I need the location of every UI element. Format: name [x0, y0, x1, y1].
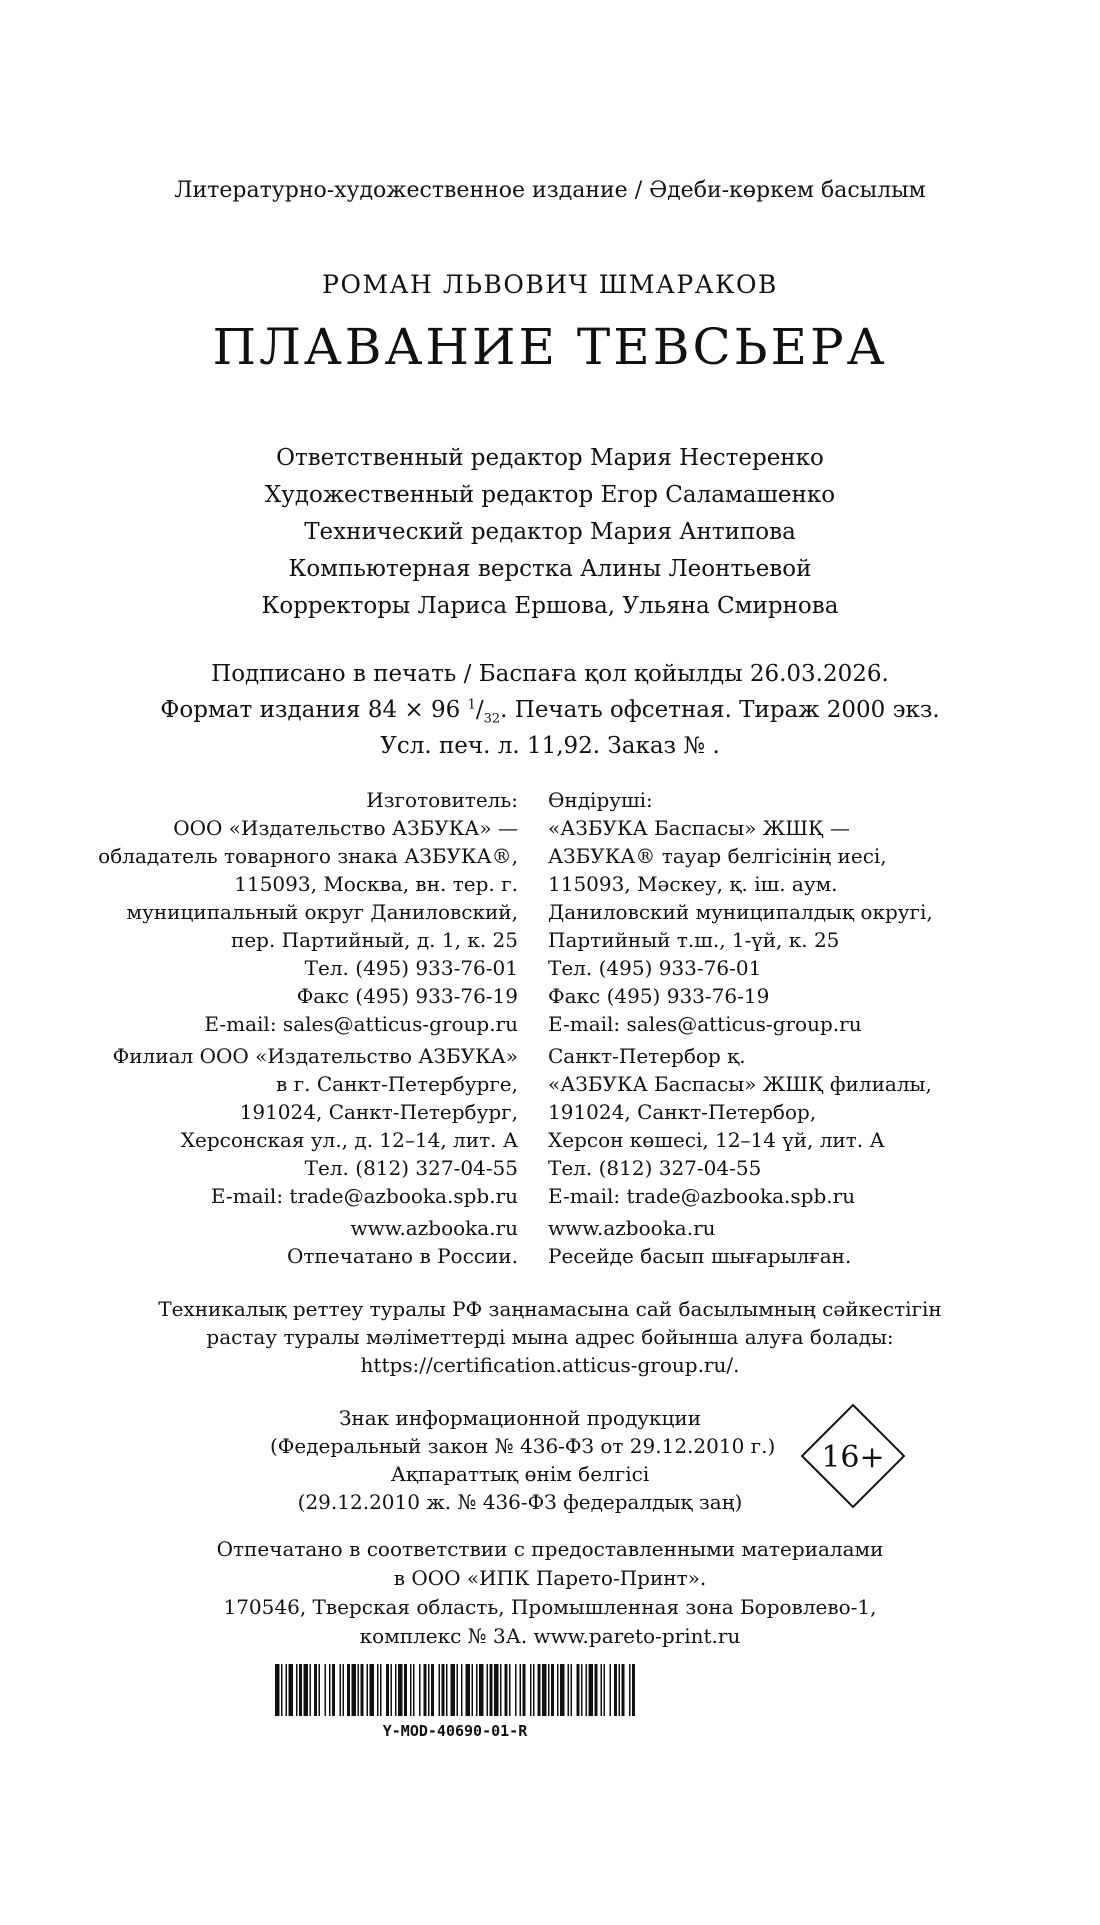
barcode-bar [586, 1664, 588, 1716]
info-sign-line: (Федеральный закон № 436-ФЗ от 29.12.2010 г.) [270, 1434, 776, 1458]
website-link-kz: www.azbooka.ru [548, 1216, 716, 1240]
manufacturer-kz-line: «АЗБУКА Баспасы» ЖШҚ — [548, 816, 850, 840]
barcode-bar [413, 1664, 415, 1716]
branch-kz-line: 191024, Санкт-Петербор, [548, 1100, 817, 1124]
barcode-code: Y-MOD-40690-01-R [382, 1722, 528, 1740]
barcode-bar [289, 1664, 294, 1716]
order-line: Усл. печ. л. 11,92. Заказ № . [380, 733, 720, 759]
barcode-bar [520, 1664, 522, 1716]
barcode-bar [476, 1664, 478, 1716]
branch-ru-line: Тел. (812) 327-04-55 [304, 1156, 518, 1180]
barcode-bar [619, 1664, 621, 1716]
barcode-bar [419, 1664, 421, 1716]
manufacturer-kz-line: Тел. (495) 933-76-01 [548, 956, 762, 980]
credits-block [0, 440, 1100, 625]
barcode-bar [395, 1664, 397, 1716]
format-suffix: . Печать офсетная. Тираж 2000 экз. [500, 697, 940, 723]
age-rating-label: 16+ [821, 1440, 885, 1475]
format-denominator: 32 [483, 711, 501, 727]
barcode-bar [398, 1664, 403, 1716]
printer-line: комплекс № 3А. www.pareto-print.ru [359, 1624, 741, 1648]
barcode-bar [479, 1664, 484, 1716]
manufacturer-ru-line: пер. Партийный, д. 1, к. 25 [230, 928, 518, 952]
format-prefix: Формат издания 84 × 96 [160, 697, 468, 723]
barcode-bar [431, 1664, 434, 1716]
branch-kz-line: Херсон көшесі, 12–14 үй, лит. А [548, 1128, 885, 1152]
barcode-bar [296, 1664, 298, 1716]
age-rating-badge [800, 1403, 906, 1509]
barcode-bar [560, 1664, 565, 1716]
barcode-bar [551, 1664, 554, 1716]
barcode-bar [424, 1664, 427, 1716]
barcode-bar [515, 1664, 517, 1716]
signed-date-line: Подписано в печать / Баспаға қол қойылды 26.03.2026. [211, 661, 889, 687]
branch-ru-line: Херсонская ул., д. 12–14, лит. А [180, 1128, 518, 1152]
barcode-bar [358, 1664, 360, 1716]
barcode-bar [428, 1664, 430, 1716]
info-sign-text [270, 1404, 776, 1516]
barcode-bar [439, 1664, 441, 1716]
manufacturer-kz-line: АЗБУКА® тауар белгісінің иесі, [548, 844, 887, 868]
branch-ru-line: E-mail: trade@azbooka.spb.ru [210, 1184, 518, 1208]
barcode-bar [314, 1664, 317, 1716]
credit-line: Ответственный редактор Мария Нестеренко [276, 445, 824, 471]
barcode-bar [451, 1664, 456, 1716]
barcode-bar [377, 1664, 379, 1716]
credit-line: Технический редактор Мария Антипова [304, 519, 796, 545]
barcode-bar [352, 1664, 357, 1716]
barcode-bar [538, 1664, 541, 1716]
manufacturer-kz-line: Даниловский муниципалдық округі, [548, 900, 933, 924]
barcode-bar [347, 1664, 350, 1716]
manufacturer-ru [60, 786, 518, 1038]
barcode-bar [530, 1664, 532, 1716]
branch-ru [60, 1042, 518, 1210]
barcode-bar [577, 1664, 580, 1716]
print-info-block [0, 656, 1100, 764]
barcode-bar [581, 1664, 583, 1716]
barcode-bar [601, 1664, 603, 1716]
barcode-bar [370, 1664, 375, 1716]
manufacturer-kz-line: Факс (495) 933-76-19 [548, 984, 770, 1008]
format-line [0, 692, 1100, 728]
manufacturer-kz-line: Өндіруші: [548, 788, 653, 812]
certification-line: растау туралы мәліметтерді мына адрес бойынша алуға болады: [206, 1325, 894, 1349]
info-sign-line: Ақпараттық өнім белгісі [390, 1462, 650, 1486]
branch-kz-line: Тел. (812) 327-04-55 [548, 1156, 762, 1180]
branch-ru-line: Филиал ООО «Издательство АЗБУКА» [112, 1044, 518, 1068]
barcode-bar [367, 1664, 369, 1716]
barcode-bar [604, 1664, 606, 1716]
barcode-bar [466, 1664, 471, 1716]
credit-line: Художественный редактор Егор Саламашенко [264, 482, 836, 508]
info-sign-line: (29.12.2010 ж. № 436-ФЗ федералдық заң) [297, 1490, 743, 1514]
info-sign-line: Знак информационной продукции [338, 1406, 702, 1430]
barcode-bar [329, 1664, 331, 1716]
branch-kz-line: Санкт-Петербор қ. [548, 1044, 746, 1068]
barcode-bar [304, 1664, 309, 1716]
barcode-bar [557, 1664, 559, 1716]
barcode-bar [457, 1664, 459, 1716]
manufacturer-kz [548, 786, 1068, 1038]
barcode-bar [325, 1664, 327, 1716]
barcode-bar [500, 1664, 502, 1716]
web-ru [60, 1214, 518, 1270]
credit-line: Корректоры Лариса Ершова, Ульяна Смирнова [261, 593, 839, 619]
printer-block [0, 1535, 1100, 1651]
barcode-bar [340, 1664, 342, 1716]
barcode-bar [472, 1664, 474, 1716]
manufacturer-ru-line: Тел. (495) 933-76-01 [304, 956, 518, 980]
certification-url: https://certification.atticus-group.ru/. [360, 1353, 740, 1377]
barcode-bar [299, 1664, 302, 1716]
barcode-bar [505, 1664, 508, 1716]
barcode-bar [386, 1664, 389, 1716]
barcode-bar [523, 1664, 526, 1716]
format-numerator: 1 [467, 697, 476, 713]
barcode-bar [509, 1664, 511, 1716]
barcode-bar [332, 1664, 335, 1716]
barcode-bar [595, 1664, 598, 1716]
barcode-bar [629, 1664, 631, 1716]
manufacturer-ru-line: Факс (495) 933-76-19 [296, 984, 518, 1008]
barcode-bar [461, 1664, 463, 1716]
barcode-bar [487, 1664, 489, 1716]
certification-block [0, 1295, 1100, 1379]
author-name: РОМАН ЛЬВОВИЧ ШМАРАКОВ [322, 270, 778, 299]
barcode-bar [548, 1664, 550, 1716]
barcode-bar [622, 1664, 625, 1716]
branch-kz [548, 1042, 1068, 1210]
web-kz [548, 1214, 1068, 1270]
manufacturer-ru-line: E-mail: sales@atticus-group.ru [204, 1012, 518, 1036]
manufacturer-ru-line: 115093, Москва, вн. тер. г. [234, 872, 518, 896]
barcode-bar [589, 1664, 594, 1716]
branch-kz-line: «АЗБУКА Баспасы» ЖШҚ филиалы, [548, 1072, 932, 1096]
manufacturer-kz-line: E-mail: sales@atticus-group.ru [548, 1012, 862, 1036]
barcode-bar [404, 1664, 407, 1716]
printer-line: 170546, Тверская область, Промышленная зона Боровлево-1, [223, 1595, 877, 1619]
barcode-bar [286, 1664, 288, 1716]
website-link-ru: www.azbooka.ru [350, 1216, 518, 1240]
barcode-bar [494, 1664, 499, 1716]
barcode-image [275, 1664, 635, 1716]
barcode-bar [410, 1664, 412, 1716]
manufacturer-ru-line: обладатель товарного знака АЗБУКА®, [98, 844, 518, 868]
manufacturer-ru-line: муниципальный округ Даниловский, [126, 900, 518, 924]
book-title: ПЛАВАНИЕ ТЕВСЬЕРА [212, 318, 888, 376]
barcode-bar [442, 1664, 445, 1716]
barcode-bar [275, 1664, 280, 1716]
barcode-bar [568, 1664, 570, 1716]
barcode-bar [614, 1664, 617, 1716]
barcode-bar [380, 1664, 382, 1716]
barcode-bar [343, 1664, 345, 1716]
manufacturer-ru-line: Изготовитель: [366, 788, 518, 812]
barcode-bar [361, 1664, 364, 1716]
certification-line: Техникалық реттеу туралы РФ заңнамасына сай басылымның сәйкестігін [158, 1297, 942, 1321]
manufacturer-kz-line: 115093, Мәскеу, қ. іш. аум. [548, 872, 838, 896]
printer-line: Отпечатано в соответствии с предоставленными материалами [216, 1537, 884, 1561]
credit-line: Компьютерная верстка Алины Леонтьевой [288, 556, 812, 582]
manufacturer-ru-line: ООО «Издательство АЗБУКА» — [173, 816, 518, 840]
format-slash: / [475, 697, 484, 723]
printer-line: в ООО «ИПК Парето-Принт». [393, 1566, 707, 1590]
barcode-bar [281, 1664, 283, 1716]
branch-kz-line: E-mail: trade@azbooka.spb.ru [548, 1184, 856, 1208]
genre-line: Литературно-художественное издание / Әдеби-көркем басылым [174, 178, 926, 203]
printed-in-ru: Отпечатано в России. [286, 1244, 518, 1268]
barcode-bar [310, 1664, 312, 1716]
branch-ru-line: в г. Санкт-Петербурге, [276, 1072, 518, 1096]
printed-in-kz: Ресейде басып шығарылған. [548, 1244, 852, 1268]
barcode-bar [446, 1664, 448, 1716]
barcode-bar [319, 1664, 321, 1716]
barcode-bar [391, 1664, 393, 1716]
barcode-bar [571, 1664, 573, 1716]
manufacturer-kz-line: Партийный т.ш., 1-үй, к. 25 [548, 928, 840, 952]
barcode-bar [610, 1664, 612, 1716]
barcode-bar [632, 1664, 635, 1716]
barcode-bar [490, 1664, 493, 1716]
barcode-bar [542, 1664, 547, 1716]
branch-ru-line: 191024, Санкт-Петербург, [239, 1100, 518, 1124]
barcode-bar [533, 1664, 535, 1716]
